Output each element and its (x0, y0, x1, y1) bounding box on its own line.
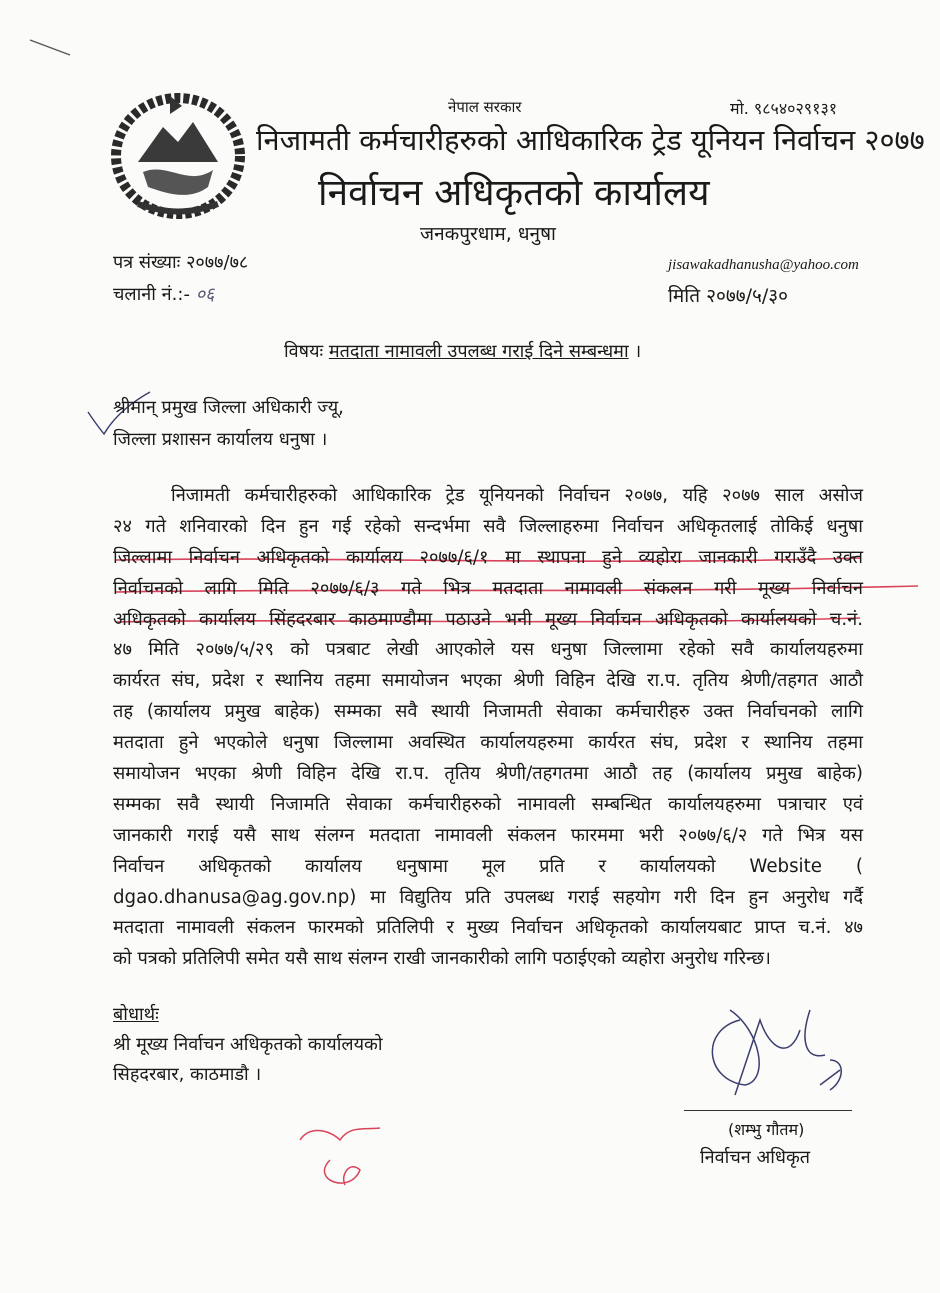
signer-title: निर्वाचन अधिकृत (700, 1147, 811, 1168)
body-line: निजामती कर्मचारीहरुको आधिकारिक ट्रेड यूनियनको निर्वाचन २०७७, यहि २०७७ साल असोज (171, 485, 863, 506)
subject-end: । (634, 341, 642, 362)
subject-label: विषयः (284, 341, 324, 362)
red-initials (300, 1128, 380, 1185)
email-address: jisawakadhanusha@yahoo.com (668, 257, 859, 273)
dispatch-label: चलानी नं.:- (113, 284, 190, 305)
body-line: को पत्रको प्रतिलिपी समेत यसै साथ संलग्न राखी जानकारीको लागि पठाईएको व्यहोरा अनुरोध गरिन्छ। (113, 948, 771, 970)
subject-line (284, 339, 641, 363)
nepal-emblem-logo (108, 92, 248, 220)
body-line: समायोजन भएका श्रेणी विहिन देखि रा.प. तृतिय श्रेणी/तहगतमा आठौ तह (कार्यालय प्रमुख बाहेक) (113, 763, 863, 785)
body-line: dgao.dhanusa@ag.gov.np) मा विद्युतिय प्रति उपलब्ध गराई सहयोग गरी दिन हुन अनुरोध गर्दै (113, 886, 863, 908)
ref-label: पत्र संख्याः (113, 252, 181, 273)
dispatch-number (113, 282, 214, 306)
recipient-line-1: श्रीमान् प्रमुख जिल्ला अधिकारी ज्यू, (113, 397, 344, 418)
reference-number (113, 250, 248, 274)
body-line: मतदाता नामावली संकलन फारमको प्रतिलिपी र मुख्य निर्वाचन अधिकृतको कार्यालयबाट प्राप्त च.नं. ४७ (113, 917, 863, 939)
recipient-line-2: जिल्ला प्रशासन कार्यालय धनुषा । (113, 429, 328, 450)
signature-line (684, 1110, 852, 1111)
corner-scratch (30, 40, 70, 55)
body-line: जिल्लामा निर्वाचन अधिकृतको कार्यालय २०७७/६/१ मा स्थापना हुने व्यहोरा जानकारी गराउँदै उक्त (113, 546, 863, 568)
official-signature (712, 1010, 841, 1095)
subject-text: मतदाता नामावली उपलब्ध गराई दिने सम्बन्धमा (328, 341, 629, 362)
dispatch-value: ०६ (195, 284, 215, 305)
ref-value: २०७७/७८ (186, 252, 249, 273)
date-label: मिति (668, 285, 701, 307)
letter-body (113, 481, 863, 975)
date-value: २०७७/५/३० (706, 285, 789, 307)
cc-line-2: सिहदरबार, काठमाडौ । (113, 1064, 262, 1085)
government-label: नेपाल सरकार (448, 98, 522, 116)
cc-line-1: श्री मूख्य निर्वाचन अधिकृतको कार्यालयको (113, 1034, 383, 1055)
body-line: जानकारी गराई यसै साथ संलग्न मतदाता नामावली संकलन फारममा भरी २०७७/६/२ गते भित्र यस (113, 824, 863, 846)
body-line: २४ गते शनिवारको दिन हुन गई रहेको सन्दर्भमा सवै जिल्लाहरुमा निर्वाचन अधिकृतलाई तोकिई धनुषा (113, 515, 863, 537)
body-line: ४७ मिति २०७७/५/२९ को पत्रबाट लेखी आएकोले यस धनुषा जिल्लामा रहेको सवै कार्यालयहरुमा (113, 639, 863, 661)
body-line: निर्वाचनको लागि मिति २०७७/६/३ गते भित्र मतदाता नामावली संकलन गरी मूख्य निर्वाचन (113, 577, 863, 599)
body-line: कार्यरत संघ, प्रदेश र स्थानिय तहमा समायोजन भएका श्रेणी विहिन देखि रा.प. तृतिय श्रेणी/तहगत आठौ (113, 670, 863, 692)
office-address: जनकपुरधाम, धनुषा (420, 223, 556, 245)
phone-number: मो. ९८५४०२९१३१ (730, 99, 838, 118)
cc-heading: बोधार्थः (113, 1004, 159, 1025)
letterhead-title: निजामती कर्मचारीहरुको आधिकारिक ट्रेड यूनियन निर्वाचन २०७७ (256, 123, 925, 157)
signer-name: (शम्भु गौतम) (728, 1120, 805, 1139)
body-line: सम्मका सवै स्थायी निजामति सेवाका कर्मचारीहरुको नामावली सम्बन्धित कार्यालयहरुमा पत्राचार एवं (113, 793, 863, 815)
letter-date (668, 282, 788, 308)
body-line: निर्वाचन अधिकृतको कार्यालय धनुषामा मूल प्रति र कार्यालयको Website ( (113, 855, 863, 877)
body-line: अधिकृतको कार्यालय सिंहदरबार काठमाण्डौमा पठाउने भनी मूख्य निर्वाचन अधिकृतको कार्यालयको च.नं. (113, 608, 863, 630)
body-line: मतदाता हुने भएकोले धनुषा जिल्लामा अवस्थित कार्यालयहरुमा कार्यरत संघ, प्रदेश र स्थानिय तहमा (113, 732, 863, 754)
body-line: तह (कार्यालय प्रमुख बाहेक) सम्मका सवै स्थायी निजामती सेवाका कर्मचारीहरु उक्त निर्वाचनको लागि (113, 701, 863, 723)
office-title: निर्वाचन अधिकृतको कार्यालय (318, 171, 710, 214)
